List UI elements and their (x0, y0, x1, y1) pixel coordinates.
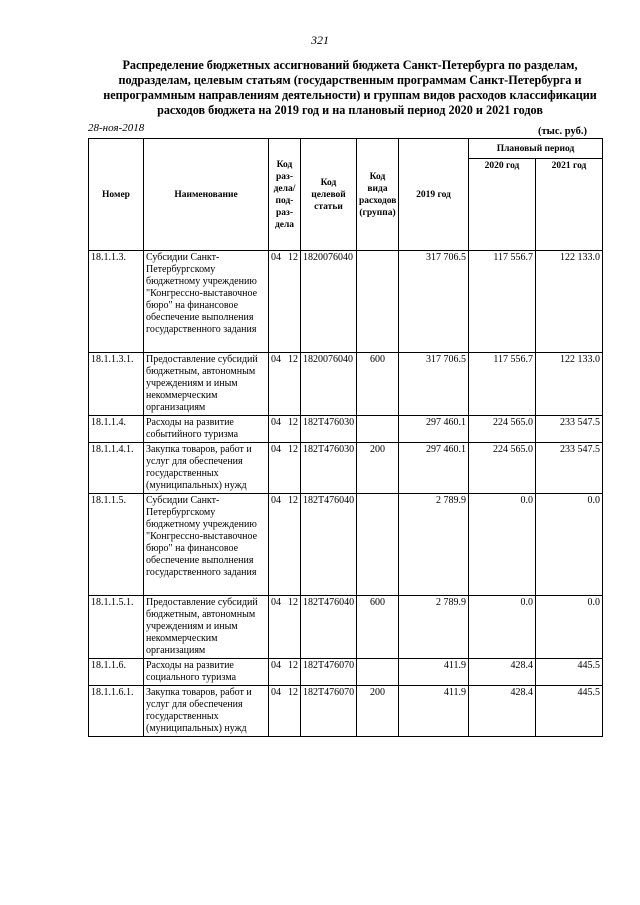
row-number: 18.1.1.6. (89, 659, 144, 686)
row-name: Закупка товаров, работ и услуг для обеспечения государственных (муниципальных) нужд (144, 443, 269, 494)
row-section-code (269, 251, 301, 353)
row-name: Расходы на развитие социального туризма (144, 659, 269, 686)
row-section: 04 (271, 660, 281, 671)
row-value-2021: 445.5 (536, 659, 603, 686)
row-section-code (269, 416, 301, 443)
row-number: 18.1.1.4. (89, 416, 144, 443)
row-target-code: 182Т476030 (301, 416, 357, 443)
header-2019: 2019 год (399, 139, 469, 251)
row-kind-code (357, 416, 399, 443)
row-value-2021: 0.0 (536, 596, 603, 659)
row-value-2020: 224 565.0 (469, 416, 536, 443)
header-section-code: Код раз- дела/ под- раз- дела (269, 139, 301, 251)
row-value-2019: 297 460.1 (399, 443, 469, 494)
budget-table (88, 138, 603, 737)
row-name: Субсидии Санкт-Петербургскому бюджетному учреждению "Конгрессно-выставочное бюро" на финансовое обеспечение выполнения государственного задания (144, 494, 269, 596)
row-subsection: 12 (288, 252, 298, 263)
table-row (89, 443, 603, 494)
row-value-2021: 0.0 (536, 494, 603, 596)
row-value-2020: 117 556.7 (469, 353, 536, 416)
row-value-2019: 2 789.9 (399, 494, 469, 596)
row-value-2019: 2 789.9 (399, 596, 469, 659)
row-number: 18.1.1.5. (89, 494, 144, 596)
row-kind-code: 600 (357, 596, 399, 659)
row-subsection: 12 (288, 597, 298, 608)
row-number: 18.1.1.4.1. (89, 443, 144, 494)
table-row (89, 416, 603, 443)
row-target-code: 182Т476070 (301, 659, 357, 686)
row-target-code: 182Т476030 (301, 443, 357, 494)
row-value-2020: 117 556.7 (469, 251, 536, 353)
row-section-code (269, 596, 301, 659)
row-name: Предоставление субсидий бюджетным, автономным учреждениям и иным некоммерческим организациям (144, 353, 269, 416)
row-section-code (269, 353, 301, 416)
row-kind-code: 200 (357, 686, 399, 737)
table-row (89, 251, 603, 353)
row-number: 18.1.1.3.1. (89, 353, 144, 416)
table-row (89, 353, 603, 416)
row-section-code (269, 494, 301, 596)
row-kind-code: 600 (357, 353, 399, 416)
page-number: 321 (311, 33, 329, 47)
header-2020: 2020 год (469, 159, 536, 251)
row-section: 04 (271, 597, 281, 608)
header-name: Наименование (144, 139, 269, 251)
document-title: Распределение бюджетных ассигнований бюджета Санкт-Петербурга по разделам, подразделам, целевым статьям (государственным программам Санкт-Петербурга и непрограммным направлениям деятельности) и группам видов расходов классификации расходов бюджета на 2019 год и на плановый период 2020 и 2021 годов (103, 58, 597, 117)
row-subsection: 12 (288, 354, 298, 365)
row-value-2021: 445.5 (536, 686, 603, 737)
row-value-2021: 233 547.5 (536, 416, 603, 443)
header-planned-period: Плановый период (469, 139, 603, 159)
row-number: 18.1.1.6.1. (89, 686, 144, 737)
row-kind-code (357, 251, 399, 353)
table-row (89, 686, 603, 737)
row-value-2020: 428.4 (469, 659, 536, 686)
row-kind-code (357, 659, 399, 686)
row-subsection: 12 (288, 687, 298, 698)
row-section: 04 (271, 495, 281, 506)
units-label: (тыс. руб.) (538, 126, 587, 137)
row-subsection: 12 (288, 495, 298, 506)
row-subsection: 12 (288, 660, 298, 671)
row-target-code: 182Т476040 (301, 494, 357, 596)
row-section: 04 (271, 444, 281, 455)
row-name: Закупка товаров, работ и услуг для обеспечения государственных (муниципальных) нужд (144, 686, 269, 737)
row-value-2019: 317 706.5 (399, 353, 469, 416)
header-number: Номер (89, 139, 144, 251)
table-row (89, 659, 603, 686)
row-value-2021: 122 133.0 (536, 353, 603, 416)
header-2021: 2021 год (536, 159, 603, 251)
row-number: 18.1.1.5.1. (89, 596, 144, 659)
row-value-2020: 428.4 (469, 686, 536, 737)
row-target-code: 182Т476040 (301, 596, 357, 659)
row-target-code: 1820076040 (301, 353, 357, 416)
header-target-code: Код целевой статьи (301, 139, 357, 251)
row-section: 04 (271, 252, 281, 263)
row-value-2019: 317 706.5 (399, 251, 469, 353)
row-section: 04 (271, 417, 281, 428)
row-section-code (269, 659, 301, 686)
row-value-2019: 297 460.1 (399, 416, 469, 443)
row-section: 04 (271, 687, 281, 698)
row-subsection: 12 (288, 444, 298, 455)
row-value-2021: 233 547.5 (536, 443, 603, 494)
row-value-2021: 122 133.0 (536, 251, 603, 353)
row-target-code: 182Т476070 (301, 686, 357, 737)
header-kind-code: Код вида расходов (группа) (357, 139, 399, 251)
row-number: 18.1.1.3. (89, 251, 144, 353)
row-value-2019: 411.9 (399, 686, 469, 737)
row-value-2019: 411.9 (399, 659, 469, 686)
row-section-code (269, 443, 301, 494)
row-name: Предоставление субсидий бюджетным, автономным учреждениям и иным некоммерческим организациям (144, 596, 269, 659)
row-value-2020: 0.0 (469, 494, 536, 596)
row-section-code (269, 686, 301, 737)
table-row (89, 596, 603, 659)
row-section: 04 (271, 354, 281, 365)
row-kind-code (357, 494, 399, 596)
row-value-2020: 224 565.0 (469, 443, 536, 494)
document-date: 28-ноя-2018 (88, 122, 145, 134)
row-value-2020: 0.0 (469, 596, 536, 659)
row-name: Расходы на развитие событийного туризма (144, 416, 269, 443)
table-row (89, 494, 603, 596)
row-target-code: 1820076040 (301, 251, 357, 353)
row-kind-code: 200 (357, 443, 399, 494)
row-subsection: 12 (288, 417, 298, 428)
row-name: Субсидии Санкт-Петербургскому бюджетному учреждению "Конгрессно-выставочное бюро" на финансовое обеспечение выполнения государственного задания (144, 251, 269, 353)
